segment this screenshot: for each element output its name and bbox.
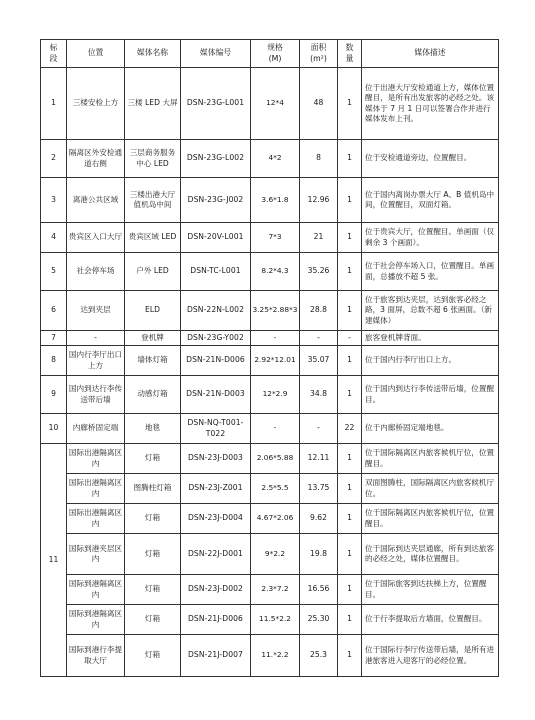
header-quantity: 数 量 bbox=[338, 40, 362, 68]
cell-media-name: 登机牌 bbox=[125, 331, 181, 346]
cell-location: 社会停车场 bbox=[67, 253, 125, 291]
cell-area: 12.11 bbox=[300, 444, 338, 474]
cell-area: - bbox=[300, 331, 338, 346]
cell-description: 位于旅客到达夹层，达到旅客必经之路，3 面屏，总数不超 6 张画面。（新建媒体） bbox=[362, 291, 499, 331]
table-row bbox=[41, 376, 499, 414]
cell-area: 28.8 bbox=[300, 291, 338, 331]
cell-spec: 3.25*2.88*3 bbox=[251, 291, 300, 331]
header-spec: 规格 (M) bbox=[251, 40, 300, 68]
cell-quantity: 1 bbox=[338, 178, 362, 223]
cell-location: 达到夹层 bbox=[67, 291, 125, 331]
cell-description: 位于国际行李厅传送带后墙，是所有进港旅客进入迎客厅的必经位置。 bbox=[362, 635, 499, 677]
cell-section: 2 bbox=[41, 140, 67, 178]
cell-location: 隔离区外安检通道右侧 bbox=[67, 140, 125, 178]
cell-media-name: 三楼 LED 大屏 bbox=[125, 68, 181, 140]
cell-spec: 3.6*1.8 bbox=[251, 178, 300, 223]
cell-media-code: DSN-21J-D006 bbox=[181, 605, 251, 635]
cell-media-name: ELD bbox=[125, 291, 181, 331]
header-area: 面积 (m²) bbox=[300, 40, 338, 68]
cell-media-code: DSN-TC-L001 bbox=[181, 253, 251, 291]
cell-section: 5 bbox=[41, 253, 67, 291]
cell-media-name: 灯箱 bbox=[125, 534, 181, 575]
cell-description: 位于国内行李厅出口上方。 bbox=[362, 346, 499, 376]
media-table bbox=[40, 39, 499, 677]
cell-spec: 11.5*2.2 bbox=[251, 605, 300, 635]
table-row bbox=[41, 534, 499, 575]
cell-media-name: 三层商务服务中心 LED bbox=[125, 140, 181, 178]
cell-media-code: DSN-23J-Z001 bbox=[181, 474, 251, 504]
cell-spec: - bbox=[251, 414, 300, 444]
header-location: 位置 bbox=[67, 40, 125, 68]
table-row bbox=[41, 68, 499, 140]
cell-location: 离港公共区域 bbox=[67, 178, 125, 223]
cell-location: 国际出港隔离区内 bbox=[67, 474, 125, 504]
cell-media-code: DSN-23J-D002 bbox=[181, 575, 251, 605]
cell-media-code: DSN-22J-D001 bbox=[181, 534, 251, 575]
cell-quantity: 1 bbox=[338, 140, 362, 178]
table-row bbox=[41, 223, 499, 253]
cell-media-name: 灯箱 bbox=[125, 444, 181, 474]
cell-section: 6 bbox=[41, 291, 67, 331]
cell-area: 25.30 bbox=[300, 605, 338, 635]
table-row bbox=[41, 414, 499, 444]
cell-quantity: 1 bbox=[338, 444, 362, 474]
header-section: 标 段 bbox=[41, 40, 67, 68]
cell-description: 位于国际隔离区内旅客候机厅位，位置醒目。 bbox=[362, 444, 499, 474]
cell-spec: 11.*2.2 bbox=[251, 635, 300, 677]
cell-location: 内廊桥固定端 bbox=[67, 414, 125, 444]
cell-quantity: - bbox=[338, 331, 362, 346]
cell-spec: 2.06*5.88 bbox=[251, 444, 300, 474]
table-row bbox=[41, 331, 499, 346]
cell-section: 1 bbox=[41, 68, 67, 140]
cell-media-code: DSN-20V-L001 bbox=[181, 223, 251, 253]
cell-quantity: 1 bbox=[338, 376, 362, 414]
cell-media-name: 灯箱 bbox=[125, 504, 181, 534]
cell-quantity: 1 bbox=[338, 534, 362, 575]
cell-description: 位于贵宾大厅，位置醒目。单画面（仅剩余 3 个画面）。 bbox=[362, 223, 499, 253]
cell-media-name: 三楼出港大厅值机岛中间 bbox=[125, 178, 181, 223]
cell-quantity: 22 bbox=[338, 414, 362, 444]
cell-description: 位于国内离岗办票大厅 A、B 值机岛中间，位置醒目，双面灯箱。 bbox=[362, 178, 499, 223]
cell-media-name: 墙体灯箱 bbox=[125, 346, 181, 376]
cell-section: 9 bbox=[41, 376, 67, 414]
cell-area: 35.07 bbox=[300, 346, 338, 376]
cell-location: 国际出港隔离区内 bbox=[67, 444, 125, 474]
table-row bbox=[41, 291, 499, 331]
cell-area: 34.8 bbox=[300, 376, 338, 414]
cell-spec: 2.92*12.01 bbox=[251, 346, 300, 376]
cell-spec: 12*4 bbox=[251, 68, 300, 140]
cell-description: 位于行李提取后方墙面，位置醒目。 bbox=[362, 605, 499, 635]
cell-area: 12.96 bbox=[300, 178, 338, 223]
cell-spec: 7*3 bbox=[251, 223, 300, 253]
cell-quantity: 1 bbox=[338, 575, 362, 605]
cell-description: 旅客登机牌背面。 bbox=[362, 331, 499, 346]
cell-section: 7 bbox=[41, 331, 67, 346]
cell-spec: 2.5*5.5 bbox=[251, 474, 300, 504]
cell-section: 8 bbox=[41, 346, 67, 376]
cell-media-code: DSN-23J-D003 bbox=[181, 444, 251, 474]
cell-description: 位于国际旅客到达扶梯上方，位置醒目。 bbox=[362, 575, 499, 605]
cell-area: 35.26 bbox=[300, 253, 338, 291]
cell-media-name: 灯箱 bbox=[125, 575, 181, 605]
cell-location: - bbox=[67, 331, 125, 346]
cell-location: 国际出港隔离区内 bbox=[67, 504, 125, 534]
cell-media-code: DSN-23G-L002 bbox=[181, 140, 251, 178]
cell-quantity: 1 bbox=[338, 635, 362, 677]
cell-media-name: 地毯 bbox=[125, 414, 181, 444]
cell-location: 国际到港夹层区内 bbox=[67, 534, 125, 575]
table-row bbox=[41, 504, 499, 534]
cell-spec: 12*2.9 bbox=[251, 376, 300, 414]
cell-location: 国际到港行李提取大厅 bbox=[67, 635, 125, 677]
header-row bbox=[41, 40, 499, 68]
cell-location: 国际到港隔离区内 bbox=[67, 575, 125, 605]
table-row bbox=[41, 575, 499, 605]
table-row bbox=[41, 253, 499, 291]
cell-spec: 4*2 bbox=[251, 140, 300, 178]
cell-media-code: DSN-22N-L002 bbox=[181, 291, 251, 331]
table-row bbox=[41, 605, 499, 635]
cell-spec: 4.67*2.06 bbox=[251, 504, 300, 534]
header-description: 媒体描述 bbox=[362, 40, 499, 68]
cell-media-name: 户外 LED bbox=[125, 253, 181, 291]
cell-quantity: 1 bbox=[338, 605, 362, 635]
cell-description: 双面图腾柱，国际隔离区内旅客候机厅位。 bbox=[362, 474, 499, 504]
header-media-name: 媒体名称 bbox=[125, 40, 181, 68]
cell-description: 位于国内到达行李传送带后墙，位置醒目。 bbox=[362, 376, 499, 414]
cell-area: 48 bbox=[300, 68, 338, 140]
cell-area: 21 bbox=[300, 223, 338, 253]
cell-media-code: DSN-23G-L001 bbox=[181, 68, 251, 140]
cell-area: 8 bbox=[300, 140, 338, 178]
table-row bbox=[41, 474, 499, 504]
cell-location: 贵宾区入口大厅 bbox=[67, 223, 125, 253]
table-row bbox=[41, 140, 499, 178]
cell-description: 位于出港大厅安检通道上方，媒体位置醒目，是所有出发旅客的必经之处。该媒体于 7 月 1 日可以签署合作并进行媒体发布上刊。 bbox=[362, 68, 499, 140]
cell-area: 25.3 bbox=[300, 635, 338, 677]
cell-area: 16.56 bbox=[300, 575, 338, 605]
cell-description: 位于国际隔离区内旅客候机厅位，位置醒目。 bbox=[362, 504, 499, 534]
cell-media-code: DSN-23G-Y002 bbox=[181, 331, 251, 346]
cell-quantity: 1 bbox=[338, 291, 362, 331]
cell-description: 位于国际到达夹层通廊，所有到达旅客的必经之处，媒体位置醒目。 bbox=[362, 534, 499, 575]
table-row bbox=[41, 346, 499, 376]
cell-quantity: 1 bbox=[338, 253, 362, 291]
cell-section: 4 bbox=[41, 223, 67, 253]
cell-media-name: 动感灯箱 bbox=[125, 376, 181, 414]
table-row bbox=[41, 444, 499, 474]
cell-quantity: 1 bbox=[338, 474, 362, 504]
cell-media-code: DSN-23G-J002 bbox=[181, 178, 251, 223]
cell-location: 国际到港隔离区内 bbox=[67, 605, 125, 635]
cell-area: 9.62 bbox=[300, 504, 338, 534]
cell-quantity: 1 bbox=[338, 346, 362, 376]
cell-description: 位于内廊桥固定端地毯。 bbox=[362, 414, 499, 444]
cell-media-name: 图腾柱灯箱 bbox=[125, 474, 181, 504]
cell-spec: 9*2.2 bbox=[251, 534, 300, 575]
cell-media-code: DSN-21N-D003 bbox=[181, 376, 251, 414]
table-row bbox=[41, 178, 499, 223]
cell-section: 3 bbox=[41, 178, 67, 223]
cell-area: 13.75 bbox=[300, 474, 338, 504]
cell-section: 10 bbox=[41, 414, 67, 444]
table-row bbox=[41, 635, 499, 677]
cell-area: - bbox=[300, 414, 338, 444]
cell-location: 国内行李厅出口上方 bbox=[67, 346, 125, 376]
cell-spec: - bbox=[251, 331, 300, 346]
cell-media-code: DSN-NQ-T001-T022 bbox=[181, 414, 251, 444]
cell-area: 19.8 bbox=[300, 534, 338, 575]
cell-spec: 8.2*4.3 bbox=[251, 253, 300, 291]
cell-quantity: 1 bbox=[338, 223, 362, 253]
cell-media-name: 灯箱 bbox=[125, 605, 181, 635]
cell-section-merged: 11 bbox=[41, 444, 67, 677]
cell-location: 三楼安检上方 bbox=[67, 68, 125, 140]
cell-media-name: 灯箱 bbox=[125, 635, 181, 677]
cell-location: 国内到达行李传送带后墙 bbox=[67, 376, 125, 414]
cell-quantity: 1 bbox=[338, 68, 362, 140]
cell-description: 位于社会停车场入口，位置醒目。单画面，总播放不超 5 张。 bbox=[362, 253, 499, 291]
cell-media-code: DSN-21J-D007 bbox=[181, 635, 251, 677]
cell-media-code: DSN-23J-D004 bbox=[181, 504, 251, 534]
cell-media-name: 贵宾区域 LED bbox=[125, 223, 181, 253]
header-media-code: 媒体编号 bbox=[181, 40, 251, 68]
cell-quantity: 1 bbox=[338, 504, 362, 534]
cell-media-code: DSN-21N-D006 bbox=[181, 346, 251, 376]
cell-description: 位于安检通道旁边，位置醒目。 bbox=[362, 140, 499, 178]
cell-spec: 2.3*7.2 bbox=[251, 575, 300, 605]
